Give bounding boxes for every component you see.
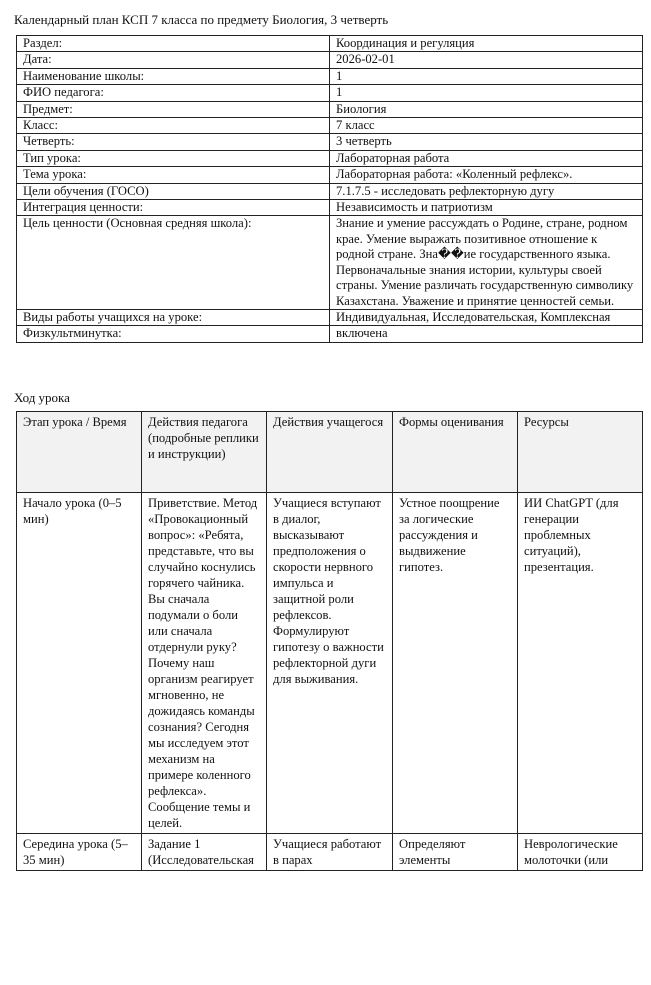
info-row <box>17 183 643 199</box>
info-value: 2026-02-01 <box>330 52 643 68</box>
info-label: Физкультминутка: <box>17 326 330 342</box>
info-label: ФИО педагога: <box>17 85 330 101</box>
assessment-cell: Определяют элементы <box>393 834 518 871</box>
info-value: Лабораторная работа: «Коленный рефлекс». <box>330 167 643 183</box>
info-label: Раздел: <box>17 36 330 52</box>
info-row <box>17 134 643 150</box>
info-value: Индивидуальная, Исследовательская, Комплексная <box>330 309 643 325</box>
info-value: Координация и регуляция <box>330 36 643 52</box>
info-value: 1 <box>330 68 643 84</box>
info-row <box>17 167 643 183</box>
info-row <box>17 216 643 309</box>
info-label: Тип урока: <box>17 150 330 166</box>
info-label: Дата: <box>17 52 330 68</box>
header-teacher-actions: Действия педагога (подробные реплики и инструкции) <box>142 412 267 493</box>
info-label: Класс: <box>17 118 330 134</box>
info-value: Знание и умение рассуждать о Родине, стране, родном крае. Умение выражать позитивное отношение к родной стране. Зна��ие государственного языка. Первоначальные знания истории, культуры своей страны. Умение различать государственную символику Казахстана. Уважение и принятие ценностей семьи. <box>330 216 643 309</box>
lesson-info-table <box>16 35 643 343</box>
plan-header-row <box>17 412 643 493</box>
info-label: Виды работы учащихся на уроке: <box>17 309 330 325</box>
assessment-cell: Устное поощрение за логические рассуждения и выдвижение гипотез. <box>393 493 518 834</box>
lesson-plan-table <box>16 411 643 871</box>
info-value: Лабораторная работа <box>330 150 643 166</box>
teacher-actions-cell: Приветствие. Метод «Провокационный вопрос»: «Ребята, представьте, что вы случайно коснулись горячего чайника. Вы сначала подумали о боли или сначала отдернули руку? Почему наш организм реагирует мгновенно, не дожидаясь команды сознания? Сегодня мы исследуем этот механизм на примере коленного рефлекса». Сообщение темы и целей. <box>142 493 267 834</box>
info-row <box>17 150 643 166</box>
header-assessment: Формы оценивания <box>393 412 518 493</box>
info-label: Цель ценности (Основная средняя школа): <box>17 216 330 309</box>
info-row <box>17 200 643 216</box>
info-row <box>17 36 643 52</box>
stage-cell: Середина урока (5–35 мин) <box>17 834 142 871</box>
student-actions-cell: Учащиеся работают в парах <box>267 834 393 871</box>
info-row <box>17 85 643 101</box>
info-row <box>17 326 643 342</box>
lesson-process-label: Ход урока <box>14 390 70 405</box>
teacher-actions-cell: Задание 1 (Исследовательская <box>142 834 267 871</box>
info-label: Тема урока: <box>17 167 330 183</box>
stage-cell: Начало урока (0–5 мин) <box>17 493 142 834</box>
plan-row <box>17 834 643 871</box>
info-row <box>17 101 643 117</box>
info-row <box>17 118 643 134</box>
info-value: Независимость и патриотизм <box>330 200 643 216</box>
info-label: Интеграция ценности: <box>17 200 330 216</box>
info-value: 7.1.7.5 - исследовать рефлекторную дугу <box>330 183 643 199</box>
resources-cell: ИИ ChatGPT (для генерации проблемных ситуаций), презентация. <box>518 493 643 834</box>
header-resources: Ресурсы <box>518 412 643 493</box>
info-value: 1 <box>330 85 643 101</box>
info-value: включена <box>330 326 643 342</box>
header-student-actions: Действия учащегося <box>267 412 393 493</box>
info-value: 7 класс <box>330 118 643 134</box>
info-value: Биология <box>330 101 643 117</box>
document-title: Календарный план КСП 7 класса по предмету Биология, 3 четверть <box>14 12 389 27</box>
info-row <box>17 52 643 68</box>
plan-row <box>17 493 643 834</box>
info-value: 3 четверть <box>330 134 643 150</box>
info-label: Наименование школы: <box>17 68 330 84</box>
info-label: Предмет: <box>17 101 330 117</box>
header-stage: Этап урока / Время <box>17 412 142 493</box>
resources-cell: Неврологические молоточки (или <box>518 834 643 871</box>
info-row <box>17 68 643 84</box>
info-label: Четверть: <box>17 134 330 150</box>
student-actions-cell: Учащиеся вступают в диалог, высказывают предположения о скорости нервного импульса и защитной роли рефлексов. Формулируют гипотезу о важности рефлекторной дуги для выживания. <box>267 493 393 834</box>
info-label: Цели обучения (ГОСО) <box>17 183 330 199</box>
info-row <box>17 309 643 325</box>
